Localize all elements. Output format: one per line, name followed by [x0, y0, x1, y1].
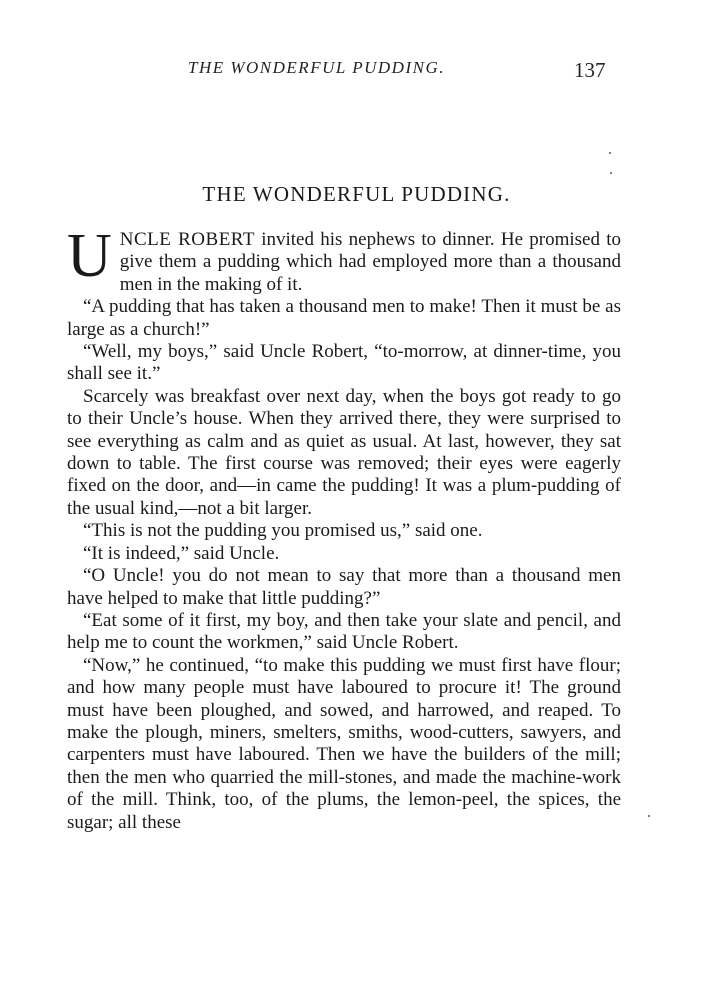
print-speck — [648, 815, 650, 817]
paragraph: “This is not the pudding you promised us,” said one. — [83, 520, 483, 542]
page-number: 137 — [574, 58, 606, 82]
print-speck — [610, 172, 612, 174]
print-speck — [609, 152, 611, 154]
paragraph: Scarcely was breakfast over next day, when the boys got ready to go to their Uncle’s house. When they arrived there, they were surprised to see everything as calm and as quiet as usual. At last, however, they sat down to table. The first course was removed; their eyes were eagerly fixed on the door, and—in came the pudding! It was a plum-pudding of the usual kind,—not a bit larger. — [67, 385, 621, 519]
opening-text: invited his nephews to dinner. He promised to give them a pudding which had employed more than a thousand men in the making of it. — [119, 229, 621, 295]
running-head-title: THE WONDERFUL PUDDING. — [188, 58, 445, 77]
opening-small-caps: NCLE ROBERT — [119, 229, 255, 250]
story-title: THE WONDERFUL PUDDING. — [202, 182, 511, 206]
paragraph: “Well, my boys,” said Uncle Robert, “to-morrow, at dinner-time, you shall see it.” — [67, 341, 621, 385]
drop-cap: U — [67, 222, 112, 290]
opening-paragraph — [67, 222, 621, 296]
paragraph: “It is indeed,” said Uncle. — [83, 542, 280, 564]
paragraph: “Eat some of it first, my boy, and then take your slate and pencil, and help me to count the workmen,” said Uncle Robert. — [67, 609, 621, 654]
paragraph: “O Uncle! you do not mean to say that more than a thousand men have helped to make that little pudding?” — [67, 565, 621, 609]
story-body — [67, 222, 621, 834]
paragraph: “Now,” he continued, “to make this pudding we must first have flour; and how many people must have laboured to procure it! The ground must have been ploughed, and sowed, and harrowed, and reaped. To make the plough, miners, smelters, smiths, wood-cutters, sawyers, and carpenters must have laboured. Then we have the builders of the mill; then the men who quarried the mill-stones, and made the machine-work of the mill. Think, too, of the plums, the lemon-peel, the spices, the sugar; all these — [67, 654, 621, 833]
paragraph: “A pudding that has taken a thousand men to make! Then it must be as large as a church!” — [67, 296, 621, 340]
